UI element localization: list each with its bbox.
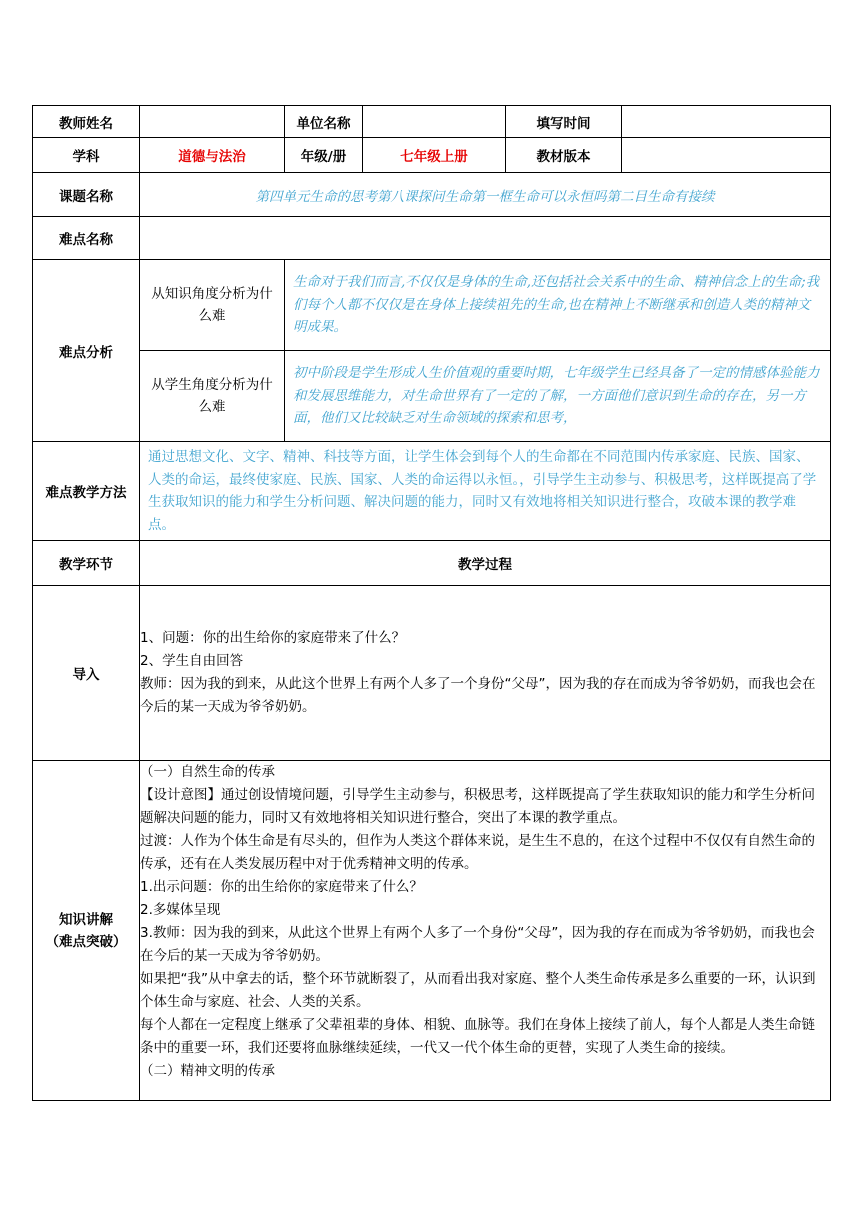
- subject-value: 道德与法治: [140, 138, 285, 173]
- knowledge-line: 过渡：人作为个体生命是有尽头的，但作为人类这个群体来说，是生生不息的，在这个过程中不仅仅有自然生命的传承，还有在人类发展历程中对于优秀精神文明的传承。: [140, 833, 815, 872]
- fill-date-value: [622, 106, 831, 138]
- process-header-row: [33, 541, 831, 586]
- subject-label: 学科: [33, 138, 140, 173]
- student-angle-text: 初中阶段是学生形成人生价值观的重要时期，七年级学生已经具备了一定的情感体验能力和发展思维能力，对生命世界有了一定的了解，一方面他们意识到生命的存在，另一方面，他们又比较缺乏对生命领域的探索和思考，: [285, 351, 831, 442]
- knowledge-line: 3.教师：因为我的到来，从此这个世界上有两个人多了一个身份“父母”，因为我的存在而成为爷爷奶奶，而我也会在今后的某一天成为爷爷奶奶。: [140, 925, 815, 964]
- header-row: [33, 106, 831, 138]
- method-label: 难点教学方法: [33, 442, 140, 541]
- intro-row: [33, 586, 831, 761]
- difficulty-row: [33, 217, 831, 260]
- stage-label: 教学环节: [33, 541, 140, 586]
- analysis-label: 难点分析: [33, 260, 140, 442]
- intro-content: [140, 586, 831, 761]
- knowledge-line: 1.出示问题：你的出生给你的家庭带来了什么？: [140, 879, 423, 895]
- analysis-row-student: [33, 351, 831, 442]
- teacher-name-label: 教师姓名: [33, 106, 140, 138]
- edition-value: [622, 138, 831, 173]
- knowledge-line: （一）自然生命的传承: [140, 764, 275, 780]
- knowledge-line: 【设计意图】通过创设情境问题，引导学生主动参与，积极思考，这样既提高了学生获取知识的能力和学生分析问题解决问题的能力，同时又有效地将相关知识进行整合，突出了本课的教学重点。: [140, 787, 815, 826]
- knowledge-label-line1: 知识讲解: [59, 911, 113, 928]
- student-angle-question: 从学生角度分析为什么难: [140, 351, 285, 442]
- topic-value: 第四单元生命的思考第八课探问生命第一框生命可以永恒吗第二目生命有接续: [140, 173, 831, 217]
- knowledge-label: [33, 761, 140, 1101]
- grade-label: 年级/册: [285, 138, 363, 173]
- intro-line: 1、问题：你的出生给你的家庭带来了什么？: [140, 630, 406, 646]
- process-label: 教学过程: [140, 541, 831, 586]
- unit-name-value: [363, 106, 506, 138]
- analysis-row-knowledge: [33, 260, 831, 351]
- knowledge-line: 每个人都在一定程度上继承了父辈祖辈的身体、相貌、血脉等。我们在身体上接续了前人，每个人都是人类生命链条中的重要一环，我们还要将血脉继续延续，一代又一代个体生命的更替，实现了人类生命的接续。: [140, 1017, 815, 1056]
- knowledge-row: [33, 761, 831, 1101]
- lesson-plan-table: [32, 105, 831, 1101]
- topic-label: 课题名称: [33, 173, 140, 217]
- teacher-name-value: [140, 106, 285, 138]
- difficulty-value: [140, 217, 831, 260]
- edition-label: 教材版本: [506, 138, 622, 173]
- unit-name-label: 单位名称: [285, 106, 363, 138]
- intro-line: 2、学生自由回答: [140, 653, 244, 669]
- knowledge-line: 如果把“我”从中拿去的话，整个环节就断裂了，从而看出我对家庭、整个人类生命传承是多么重要的一环，认识到个体生命与家庭、社会、人类的关系。: [140, 971, 816, 1010]
- knowledge-angle-question: 从知识角度分析为什么难: [140, 260, 285, 351]
- difficulty-label: 难点名称: [33, 217, 140, 260]
- knowledge-line: 2.多媒体呈现: [140, 902, 221, 918]
- method-text: 通过思想文化、文字、精神、科技等方面，让学生体会到每个人的生命都在不同范围内传承家庭、民族、国家、人类的命运，最终使家庭、民族、国家、人类的命运得以永恒。，引导学生主动参与、积极思考，这样既提高了学生获取知识的能力和学生分析问题、解决问题的能力，同时又有效地将相关知识进行整合，攻破本课的教学难点。: [140, 442, 831, 541]
- knowledge-label-line2: （难点突破）: [45, 933, 127, 950]
- grade-value: 七年级上册: [363, 138, 506, 173]
- intro-label: 导入: [33, 586, 140, 761]
- knowledge-angle-text: 生命对于我们而言,不仅仅是身体的生命,还包括社会关系中的生命、精神信念上的生命;我们每个人都不仅仅是在身体上接续祖先的生命,也在精神上不断继承和创造人类的精神文明成果。: [285, 260, 831, 351]
- fill-date-label: 填写时间: [506, 106, 622, 138]
- knowledge-content: [140, 761, 831, 1101]
- topic-row: [33, 173, 831, 217]
- method-row: [33, 442, 831, 541]
- subject-row: [33, 138, 831, 173]
- knowledge-line: （二）精神文明的传承: [140, 1063, 275, 1079]
- intro-line: 教师：因为我的到来，从此这个世界上有两个人多了一个身份“父母”，因为我的存在而成为爷爷奶奶，而我也会在今后的某一天成为爷爷奶奶。: [140, 676, 816, 715]
